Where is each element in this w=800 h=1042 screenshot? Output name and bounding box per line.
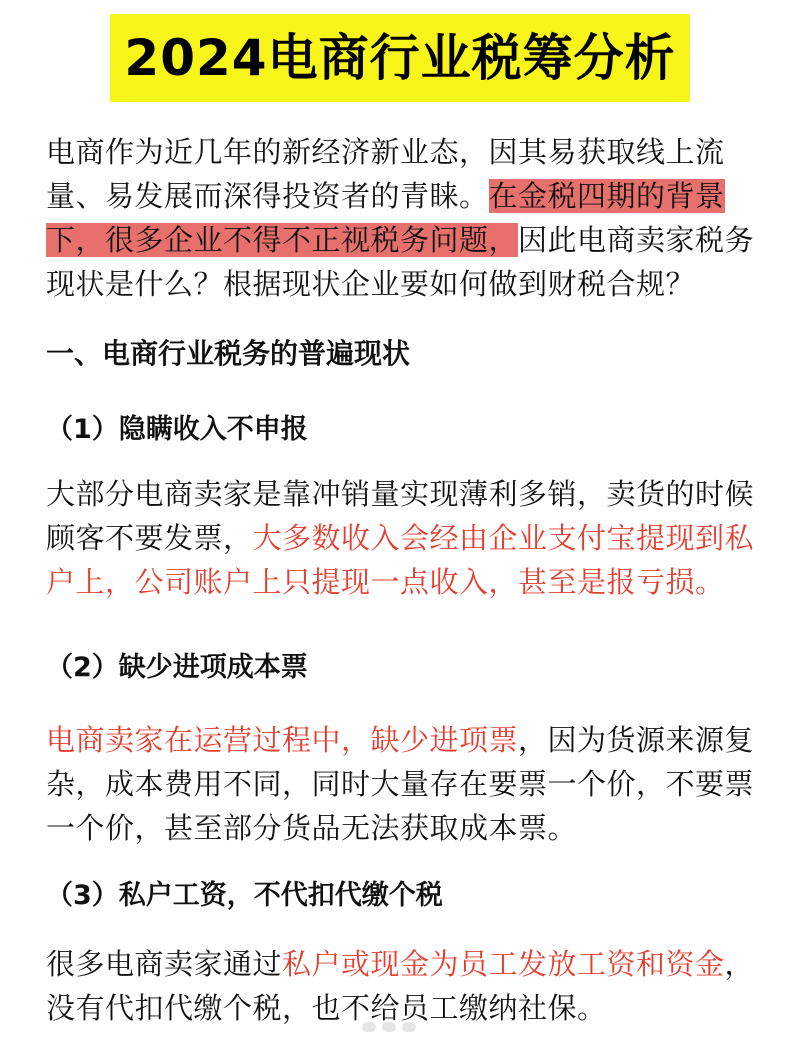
item2-heading: （2）缺少进项成本票	[46, 652, 308, 683]
watermark-icon	[362, 1022, 434, 1034]
item3-red-text: 私户或现金为员工发放工资和资金	[282, 947, 725, 981]
item2-paragraph	[46, 718, 758, 850]
item1-paragraph	[46, 472, 758, 604]
title-wrap	[0, 14, 800, 102]
item3-paragraph	[46, 942, 758, 1030]
item1-text: 大部分电商卖家是靠冲销量实现薄利多销，卖货的时候顾客不要发票，	[46, 477, 755, 555]
intro-text: 电商作为近几年的新经济新业态，因其易获取线上流量、易发展而深得投资者的青睐。	[46, 135, 725, 213]
item2-text: ，因为货源来源复杂，成本费用不同，同时大量存在要票一个价，不要票一个价，甚至部分货品无法获取成本票。	[46, 723, 755, 845]
item3-text: 很多电商卖家通过	[46, 947, 283, 981]
item1-heading: （1）隐瞒收入不申报	[46, 414, 308, 445]
section-heading: 一、电商行业税务的普遍现状	[46, 337, 411, 370]
intro-text-end: 因此电商卖家税务现状是什么？根据现状企业要如何做到财税合规？	[46, 223, 755, 301]
item2-red-text: 电商卖家在运营过程中，缺少进项票	[46, 723, 519, 757]
intro-highlight: 在金税四期的背景下，很多企业不得不正视税务问题，	[46, 179, 725, 257]
item3-text-end: ，没有代扣代缴个税，也不给员工缴纳社保。	[46, 947, 755, 1025]
intro-paragraph	[46, 130, 758, 306]
page-title: 2024电商行业税筹分析	[110, 14, 689, 102]
item3-heading: （3）私户工资，不代扣代缴个税	[46, 880, 443, 911]
item1-red-text: 大多数收入会经由企业支付宝提现到私户上，公司账户上只提现一点收入，甚至是报亏损。	[46, 521, 755, 599]
